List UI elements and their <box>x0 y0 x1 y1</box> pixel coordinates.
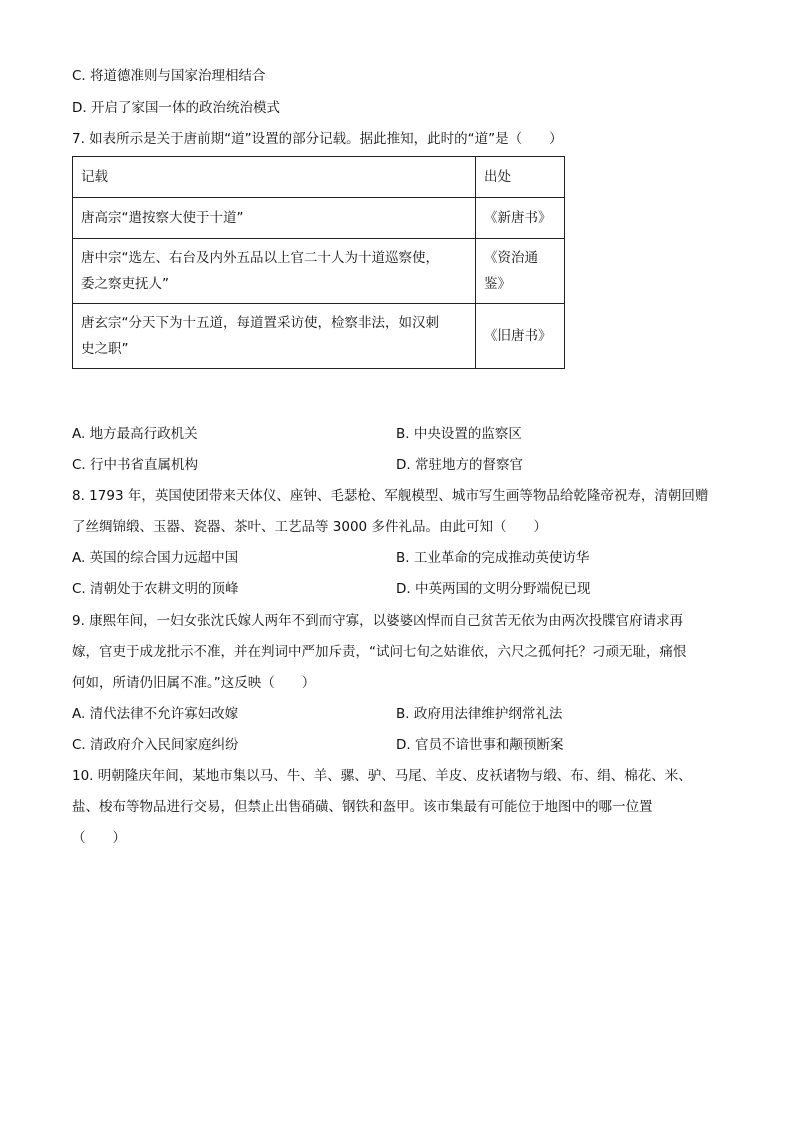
table-row <box>73 304 565 369</box>
source-text: 《资治通 <box>484 250 538 266</box>
q9-stem-line-2: 嫁，官吏于成龙批示不准，并在判词中严加斥责，“试问七旬之姑谁依，六尺之孤何托？刁顽无耻，痛恨 <box>72 644 687 660</box>
q8-option-a: A. 英国的综合国力远超中国 <box>72 550 239 566</box>
source-text: 《旧唐书》 <box>484 328 552 344</box>
record-cell <box>73 304 476 369</box>
q6-option-d: D. 开启了家国一体的政治统治模式 <box>72 100 280 116</box>
q10-stem-line-1: 10. 明朝隆庆年间，某地市集以马、牛、羊、骡、驴、马尾、羊皮、皮袄诸物与缎、布、绢、棉花、米、 <box>72 768 692 784</box>
record-text: 唐玄宗“分天下为十五道，每道置采访使，检察非法，如汉刺 <box>81 315 439 331</box>
record-cell <box>73 239 476 304</box>
table-row <box>73 239 565 304</box>
record-text: 史之职” <box>81 341 129 357</box>
q9-stem-line-1: 9. 康熙年间，一妇女张沈氏嫁人两年不到而守寡，以婆婆凶悍而自己贫苦无依为由两次投牒官府请求再 <box>72 613 684 629</box>
q6-option-c: C. 将道德准则与国家治理相结合 <box>72 68 266 84</box>
q7-option-d: D. 常驻地方的督察官 <box>396 457 523 473</box>
record-cell <box>73 198 476 239</box>
q10-stem-line-2: 盐、梭布等物品进行交易，但禁止出售硝磺、钢铁和盔甲。该市集最有可能位于地图中的哪一位置 <box>72 799 653 815</box>
source-cell <box>476 239 565 304</box>
q9-stem-line-3: 何如，所请仍旧属不准。”这反映（ ） <box>72 675 316 691</box>
table-row <box>73 198 565 239</box>
q10-stem-line-3: （ ） <box>72 830 126 846</box>
q9-option-d: D. 官员不谙世事和颟顸断案 <box>396 737 564 753</box>
record-text: 委之察吏抚人” <box>81 276 169 292</box>
q8-option-d: D. 中英两国的文明分野端倪已现 <box>396 581 591 597</box>
q7-record-table <box>72 156 565 369</box>
q8-stem-line-1: 8. 1793 年，英国使团带来天体仪、座钟、毛瑟枪、军舰模型、城市写生画等物品给乾隆帝祝寿，清朝回赠 <box>72 488 709 504</box>
header-source: 出处 <box>476 157 565 198</box>
q8-option-b: B. 工业革命的完成推动英使访华 <box>396 550 590 566</box>
source-cell <box>476 304 565 369</box>
q9-option-a: A. 清代法律不允许寡妇改嫁 <box>72 706 239 722</box>
q7-option-a: A. 地方最高行政机关 <box>72 426 198 442</box>
q8-option-c: C. 清朝处于农耕文明的顶峰 <box>72 581 239 597</box>
q8-stem-line-2: 了丝绸锦缎、玉器、瓷器、茶叶、工艺品等 3000 多件礼品。由此可知（ ） <box>72 519 547 535</box>
q9-option-b: B. 政府用法律维护纲常礼法 <box>396 706 563 722</box>
source-text: 鉴》 <box>484 276 511 292</box>
q7-stem: 7. 如表所示是关于唐前期“道”设置的部分记载。据此推知，此时的“道”是（ ） <box>72 131 563 147</box>
table-header-row <box>73 157 565 198</box>
source-cell <box>476 198 565 239</box>
header-record: 记载 <box>73 157 476 198</box>
source-text: 《新唐书》 <box>484 210 552 226</box>
record-text: 唐中宗“选左、右台及内外五品以上官二十人为十道巡察使， <box>81 250 439 266</box>
q9-option-c: C. 清政府介入民间家庭纠纷 <box>72 737 239 753</box>
record-text: 唐高宗“遣按察大使于十道” <box>81 210 244 226</box>
q7-option-c: C. 行中书省直属机构 <box>72 457 199 473</box>
q7-option-b: B. 中央设置的监察区 <box>396 426 522 442</box>
